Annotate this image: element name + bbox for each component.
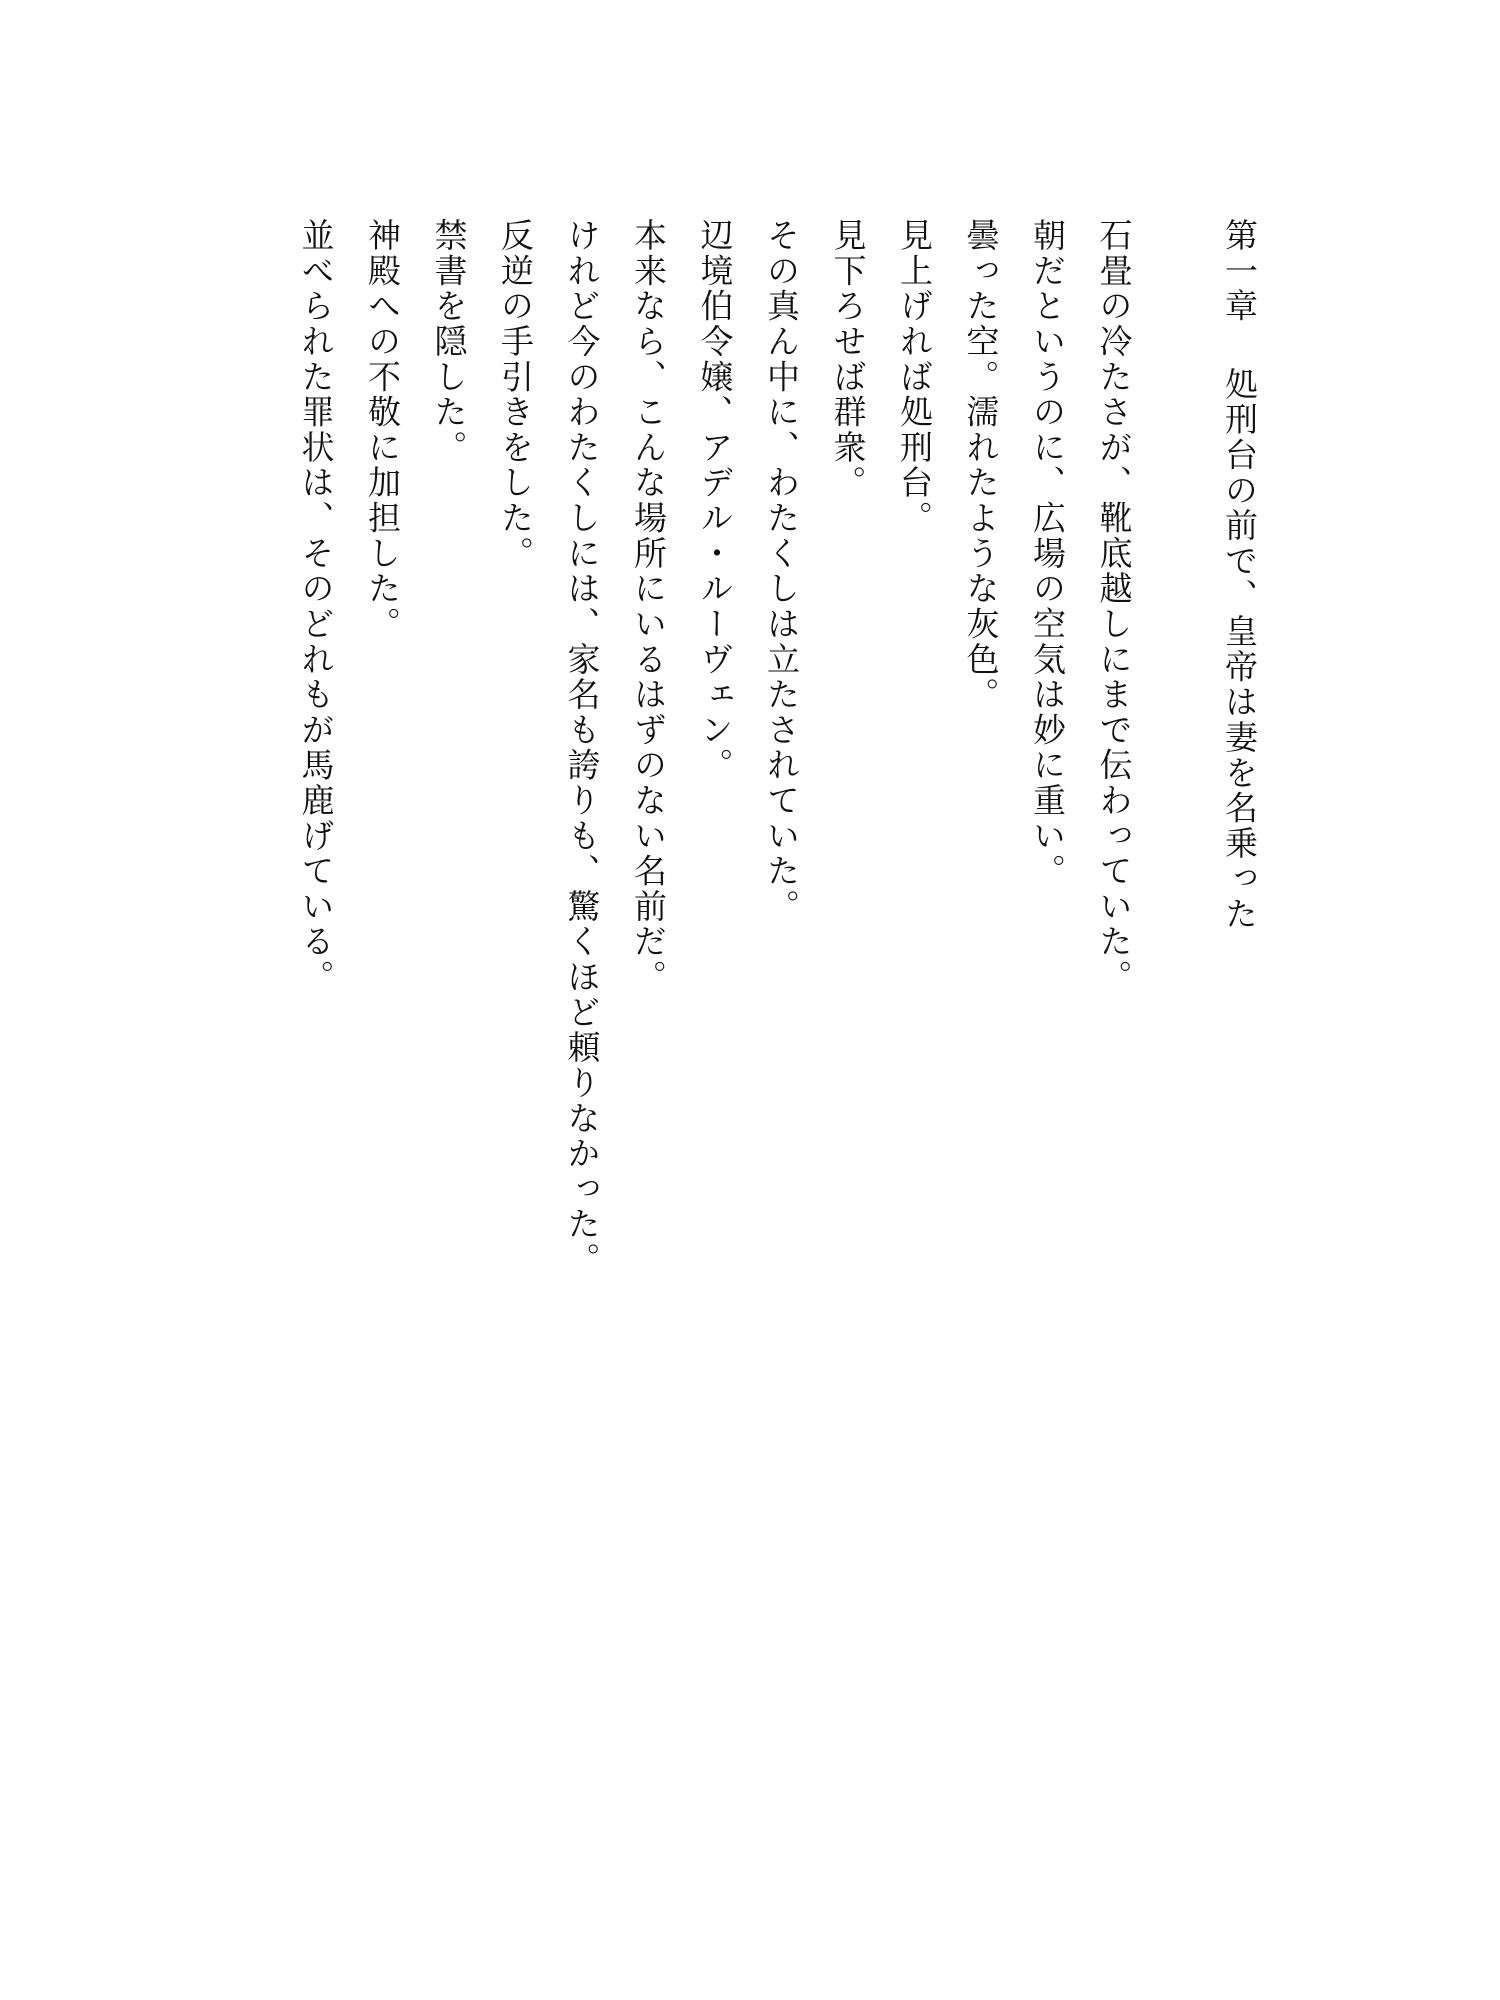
text-line-13: 並べられた罪状は、そのどれもが馬鹿げている。 bbox=[296, 218, 336, 995]
text-line-11: 禁書を隠した。 bbox=[429, 218, 469, 466]
text-line-3: 曇った空。濡れたような灰色。 bbox=[961, 218, 1001, 713]
chapter-heading bbox=[1206, 218, 1273, 1298]
text-line-8: 本来なら、こんな場所にいるはずのない名前だ。 bbox=[629, 218, 668, 995]
vertical-text-block bbox=[282, 218, 1272, 1298]
text-line-9: けれど今のわたくしには、家名も誇りも、驚くほど頼りなかった。 bbox=[562, 218, 602, 1278]
text-line-12: 神殿への不敬に加担した。 bbox=[363, 218, 402, 642]
text-line-6: その真ん中に、わたくしは立たされていた。 bbox=[762, 218, 801, 925]
text-line-7: 辺境伯令嬢、アデル・ルーヴェン。 bbox=[695, 218, 735, 783]
text-line-5: 見下ろせば群衆。 bbox=[828, 218, 868, 501]
chapter-number: 第一章 bbox=[1220, 218, 1259, 324]
text-line-2: 朝だというのに、広場の空気は妙に重い。 bbox=[1028, 218, 1067, 889]
chapter-title: 処刑台の前で、皇帝は妻を名乗った bbox=[1220, 366, 1259, 932]
text-line-1: 石畳の冷たさが、靴底越しにまで伝わっていた。 bbox=[1094, 218, 1134, 995]
text-line-4: 見上げれば処刑台。 bbox=[895, 218, 934, 536]
text-line-10: 反逆の手引きをした。 bbox=[496, 218, 535, 572]
